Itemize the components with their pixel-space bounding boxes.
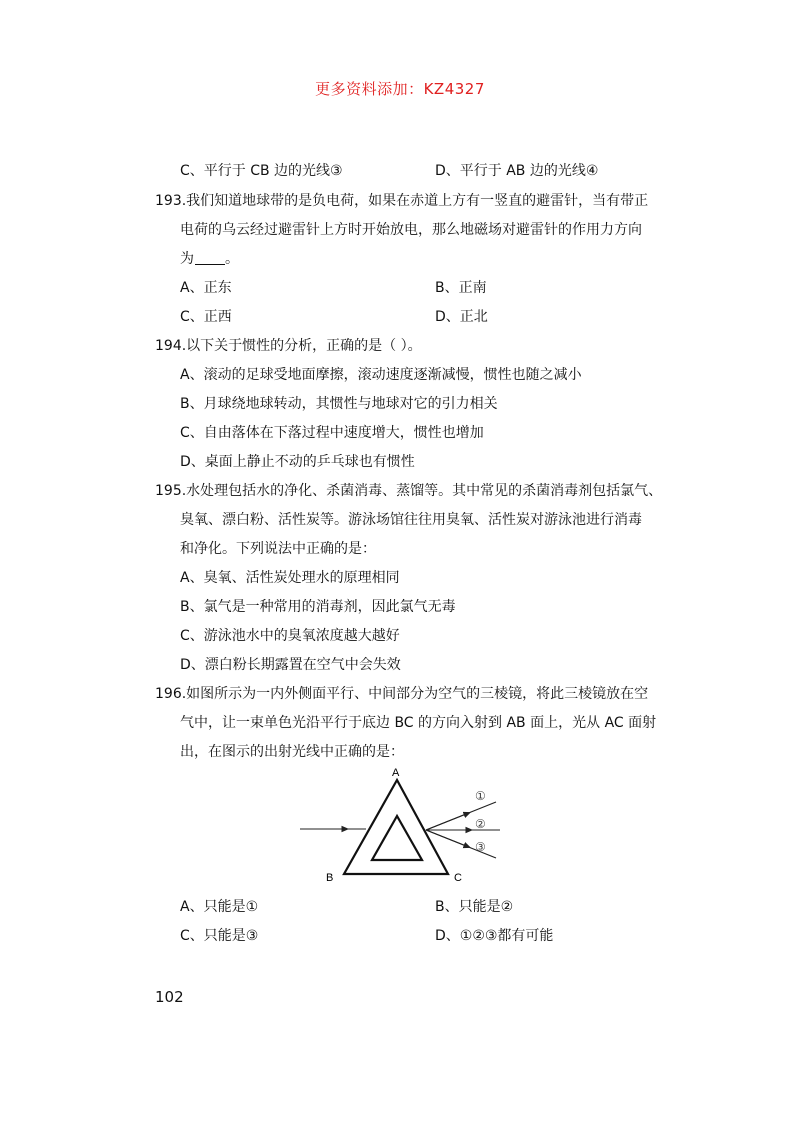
q195-option-a: A、臭氧、活性炭处理水的原理相同: [180, 570, 400, 586]
q196-stem-line1: 196.如图所示为一内外侧面平行、中间部分为空气的三棱镜，将此三棱镜放在空: [155, 686, 649, 702]
q193-stem-prefix: 为: [180, 251, 194, 267]
q193-stem-line3: [180, 249, 239, 269]
q193-stem-line2: 电荷的乌云经过避雷针上方时开始放电，那么地磁场对避雷针的作用力方向: [180, 222, 642, 238]
q194-option-d: D、桌面上静止不动的乒乓球也有惯性: [180, 454, 415, 470]
q196-option-c: C、只能是③: [180, 928, 259, 944]
q192-option-c: C、平行于 CB 边的光线③: [180, 163, 343, 179]
q193-option-a: A、正东: [180, 280, 232, 296]
q194-option-b: B、月球绕地球转动，其惯性与地球对它的引力相关: [180, 396, 498, 412]
page-number: 102: [155, 988, 184, 1006]
q195-stem-line2: 臭氧、漂白粉、活性炭等。游泳场馆往往用臭氧、活性炭对游泳池进行消毒: [180, 512, 642, 528]
q196-stem-line3: 出，在图示的出射光线中正确的是：: [180, 744, 404, 760]
q194-option-a: A、滚动的足球受地面摩擦，滚动速度逐渐减慢，惯性也随之减小: [180, 367, 582, 383]
q195-option-b: B、氯气是一种常用的消毒剂，因此氯气无毒: [180, 599, 456, 615]
q195-stem-line3: 和净化。下列说法中正确的是：: [180, 541, 376, 557]
vertex-b-label: B: [326, 872, 334, 884]
q194-option-c: C、自由落体在下落过程中速度增大，惯性也增加: [180, 425, 484, 441]
ray-1-label: ①: [475, 789, 486, 803]
q196-option-d: D、①②③都有可能: [435, 928, 554, 944]
q193-stem-line1: 193.我们知道地球带的是负电荷，如果在赤道上方有一竖直的避雷针，当有带正: [155, 193, 649, 209]
q196-option-a: A、只能是①: [180, 899, 259, 915]
prism-diagram: [296, 762, 506, 884]
contact-header: 更多资料添加：KZ4327: [315, 80, 485, 98]
answer-blank: [195, 250, 225, 265]
q193-option-b: B、正南: [435, 280, 487, 296]
prism-inner-triangle: [372, 816, 422, 860]
q192-option-d: D、平行于 AB 边的光线④: [435, 163, 599, 179]
q193-option-c: C、正西: [180, 309, 232, 325]
q195-option-c: C、游泳池水中的臭氧浓度越大越好: [180, 628, 400, 644]
q195-option-d: D、漂白粉长期露置在空气中会失效: [180, 657, 401, 673]
q193-option-d: D、正北: [435, 309, 488, 325]
emergent-ray-1-arrow: [426, 813, 470, 831]
q195-stem-line1: 195.水处理包括水的净化、杀菌消毒、蒸馏等。其中常见的杀菌消毒剂包括氯气、: [155, 483, 663, 499]
q194-stem: 194.以下关于惯性的分析，正确的是（ ）。: [155, 338, 422, 354]
ray-3-label: ③: [475, 840, 486, 854]
q193-stem-suffix: 。: [225, 251, 239, 267]
q196-option-b: B、只能是②: [435, 899, 514, 915]
q196-stem-line2: 气中，让一束单色光沿平行于底边 BC 的方向入射到 AB 面上，光从 AC 面射: [180, 715, 657, 731]
vertex-c-label: C: [454, 872, 462, 884]
vertex-a-label: A: [392, 767, 400, 779]
ray-2-label: ②: [475, 817, 486, 831]
